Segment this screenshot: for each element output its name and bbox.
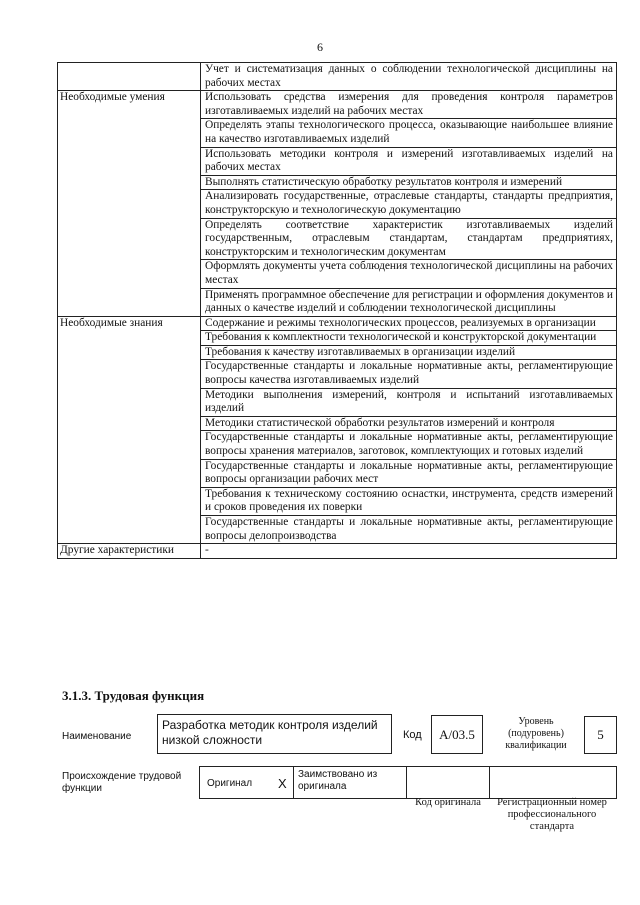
function-name-field: Разработка методик контроля изделий низкой сложности bbox=[157, 714, 392, 754]
name-label: Наименование bbox=[62, 731, 132, 742]
origin-row bbox=[199, 766, 617, 799]
level-field: 5 bbox=[584, 716, 617, 754]
row-label: Другие характеристики bbox=[58, 544, 201, 559]
row-item: Использовать средства измерения для проведения контроля параметров изготавливаемых изделий на рабочих местах bbox=[201, 91, 617, 119]
original-mark: X bbox=[278, 776, 287, 791]
original-label: Оригинал bbox=[207, 778, 253, 789]
row-label: Необходимые знания bbox=[58, 316, 201, 544]
row-item: Государственные стандарты и локальные нормативные акты, регламентирующие вопросы качества изготавливаемых изделий bbox=[201, 360, 617, 388]
row-item: Анализировать государственные, отраслевые стандарты, стандарты предприятия, конструкторскую и технологическую документацию bbox=[201, 190, 617, 218]
reg-number-caption: Регистрационный номер профессионального стандарта bbox=[497, 797, 607, 832]
row-item: - bbox=[201, 544, 617, 559]
divider bbox=[293, 766, 294, 799]
divider bbox=[406, 766, 407, 799]
origin-label: Происхождение трудовой функции bbox=[62, 771, 182, 794]
table-row bbox=[58, 63, 617, 91]
row-item: Требования к техническому состоянию оснастки, инструмента, средств измерений и сроков проведения их поверки bbox=[201, 487, 617, 515]
row-item: Методики статистической обработки результатов измерений и контроля bbox=[201, 416, 617, 431]
skills-table bbox=[57, 62, 617, 559]
divider bbox=[489, 766, 490, 799]
table-row bbox=[58, 544, 617, 559]
code-label: Код bbox=[403, 729, 422, 741]
origin-code-caption: Код оригинала bbox=[415, 797, 481, 808]
row-item: Содержание и режимы технологических процессов, реализуемых в организации bbox=[201, 316, 617, 331]
row-item: Использовать методики контроля и измерений изготавливаемых изделий на рабочих местах bbox=[201, 147, 617, 175]
row-item: Определять соответствие характеристик изготавливаемых изделий государственным, отраслевым стандартам, стандартам предприятиях, конструкторским и технологическим документам bbox=[201, 218, 617, 260]
row-label: Необходимые умения bbox=[58, 91, 201, 317]
borrowed-label: Заимствовано из оригинала bbox=[298, 769, 378, 792]
row-item: Требования к комплектности технологической и конструкторской документации bbox=[201, 331, 617, 346]
row-item: Учет и систематизация данных о соблюдении технологической дисциплины на рабочих местах bbox=[201, 63, 617, 91]
row-item: Определять этапы технологического процесса, оказывающие наибольшее влияние на качество изготавливаемых изделий bbox=[201, 119, 617, 147]
skills-table-body bbox=[58, 63, 617, 559]
table-row bbox=[58, 91, 617, 119]
row-item: Выполнять статистическую обработку результатов контроля и измерений bbox=[201, 175, 617, 190]
row-item: Применять программное обеспечение для регистрации и оформления документов и данных о качестве изделий и соблюдении технологической дисциплины bbox=[201, 288, 617, 316]
row-label bbox=[58, 63, 201, 91]
page-number: 6 bbox=[317, 40, 323, 54]
row-item: Государственные стандарты и локальные нормативные акты, регламентирующие вопросы организации рабочих мест bbox=[201, 459, 617, 487]
row-item: Государственные стандарты и локальные нормативные акты, регламентирующие вопросы хранения материалов, заготовок, комплектующих и готовых изделий bbox=[201, 431, 617, 459]
row-item: Методики выполнения измерений, контроля и испытаний изготавливаемых изделий bbox=[201, 388, 617, 416]
code-field: A/03.5 bbox=[431, 715, 483, 754]
row-item: Оформлять документы учета соблюдения технологической дисциплины на рабочих местах bbox=[201, 260, 617, 288]
table-row bbox=[58, 316, 617, 331]
level-label: Уровень (подуровень) квалификации bbox=[505, 716, 567, 751]
row-item: Требования к качеству изготавливаемых в организации изделий bbox=[201, 345, 617, 360]
row-item: Государственные стандарты и локальные нормативные акты, регламентирующие вопросы делопроизводства bbox=[201, 516, 617, 544]
section-title: 3.1.3. Трудовая функция bbox=[62, 688, 205, 703]
